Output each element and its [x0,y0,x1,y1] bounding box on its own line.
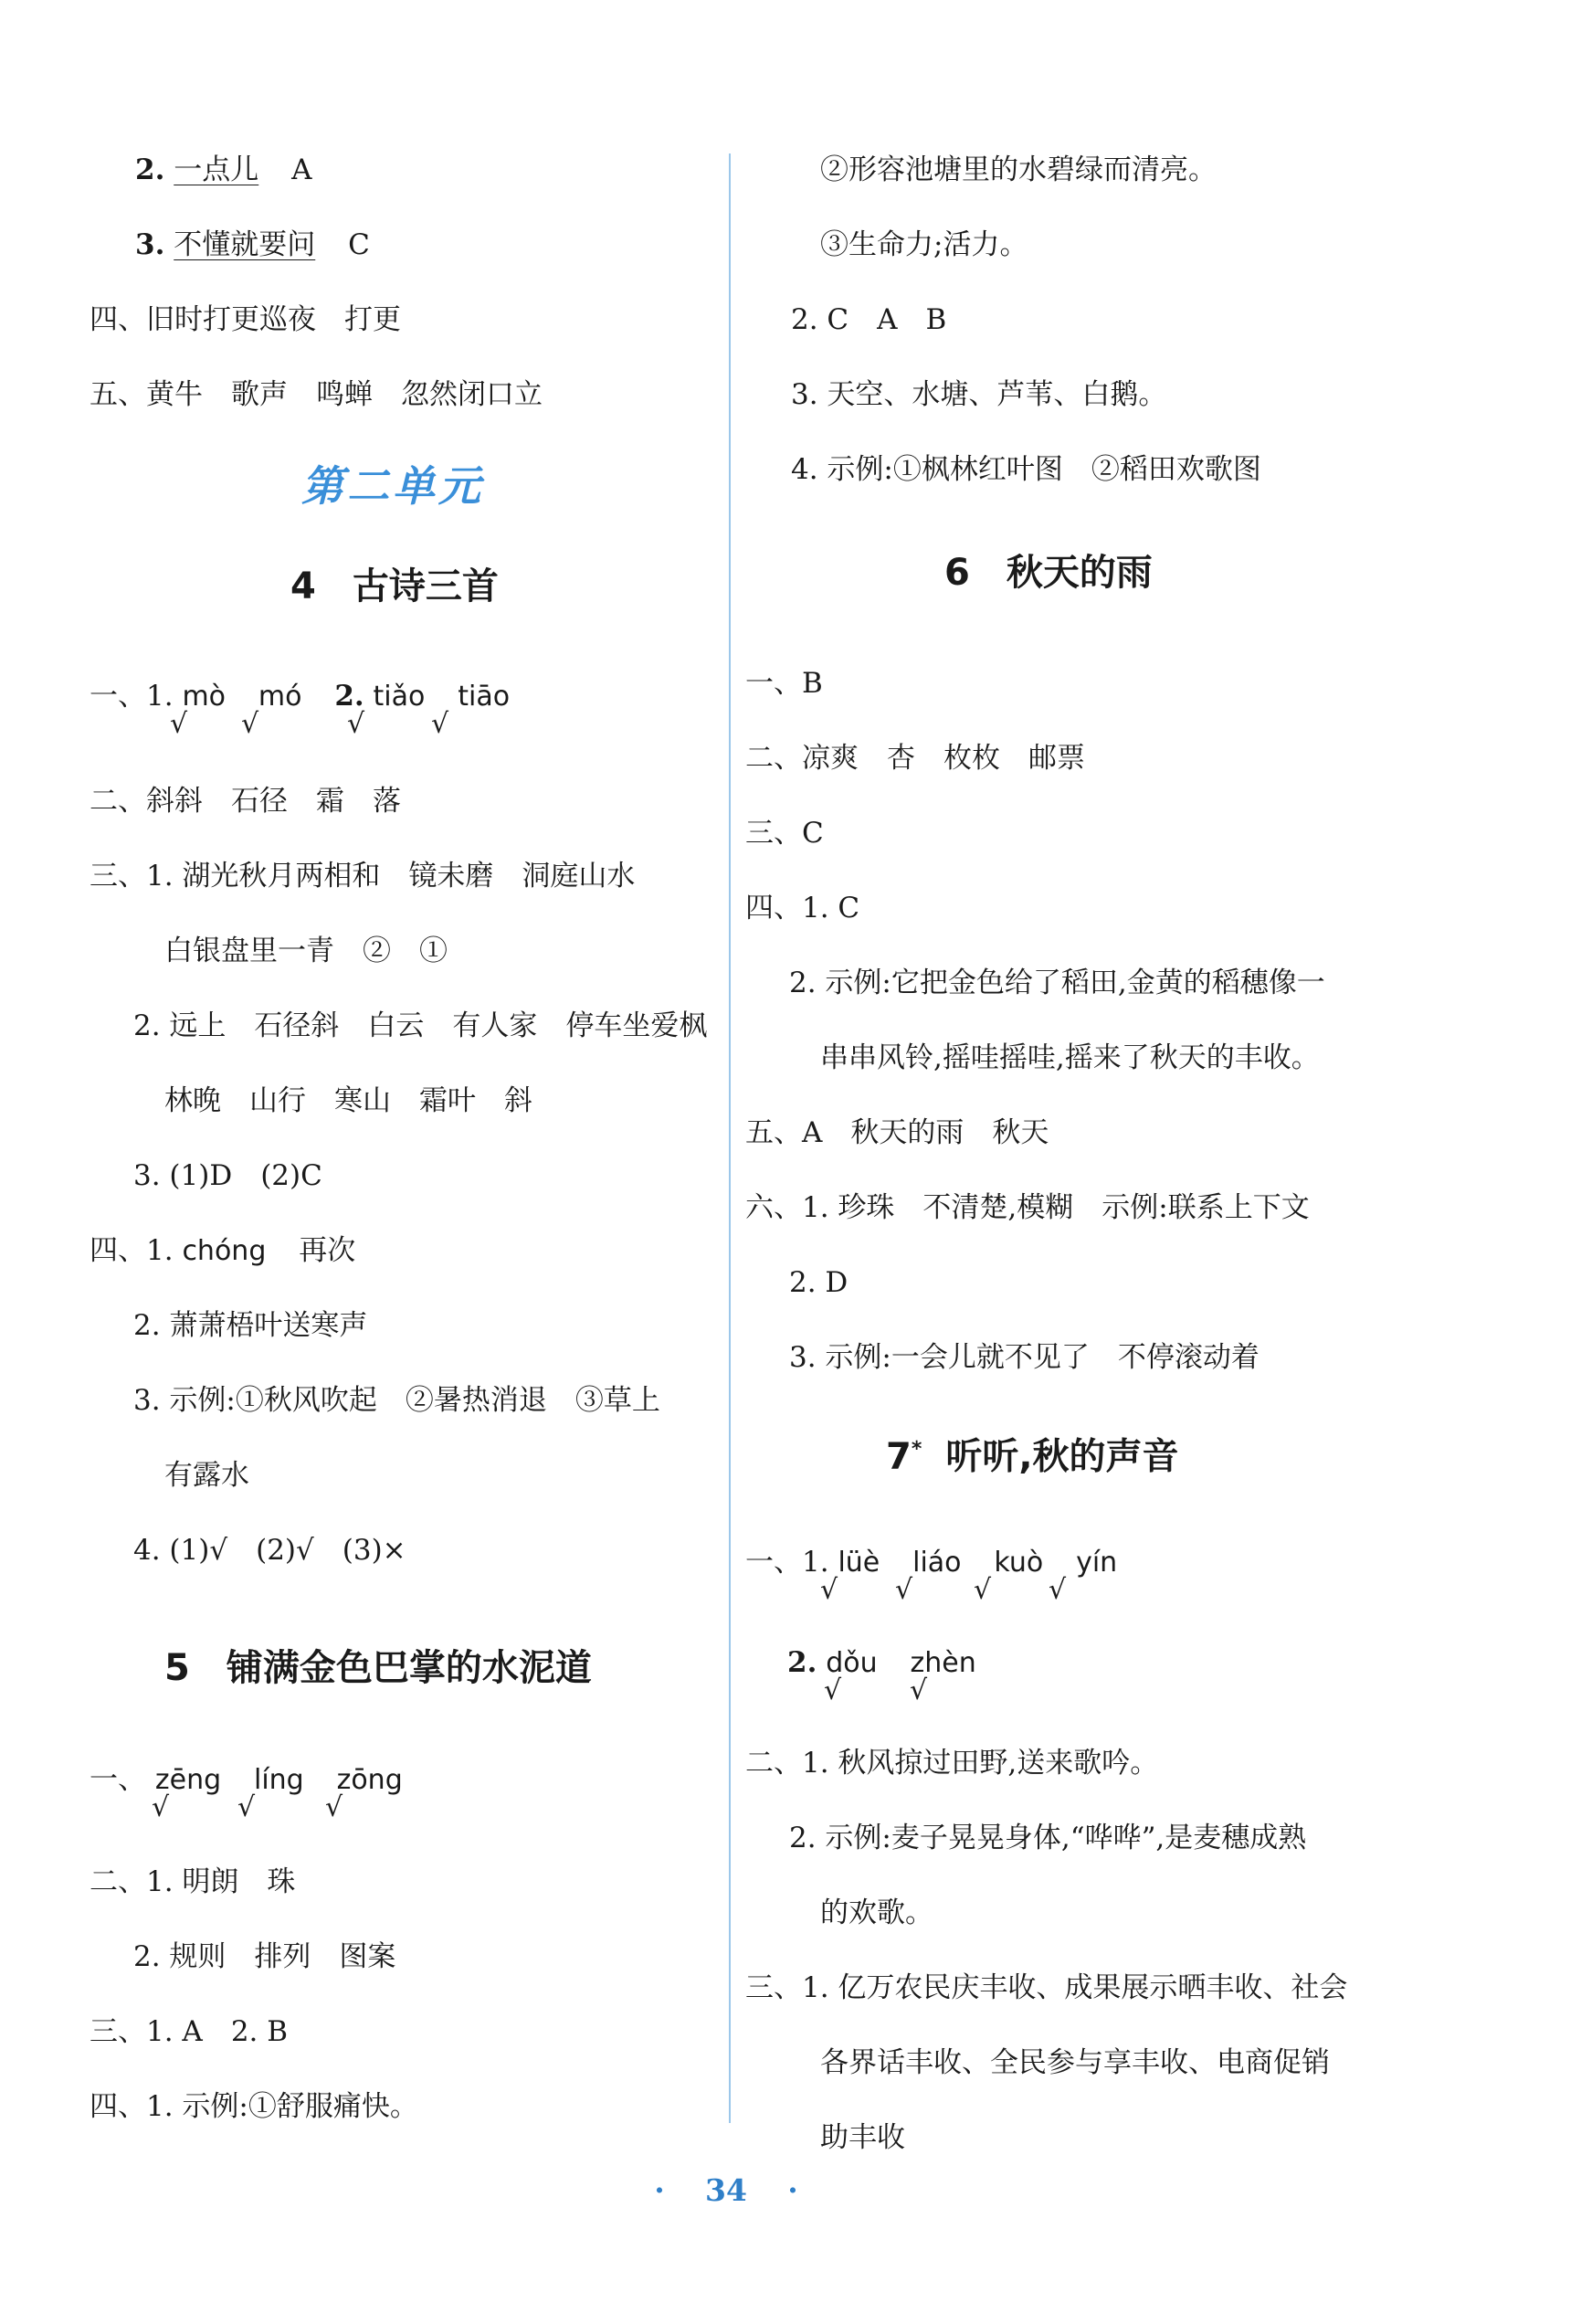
answer-line: 林晚 山行 寒山 霜叶 斜 [164,1084,532,1117]
answer-line: 三、1. 亿万农民庆丰收、成果展示晒丰收、社会 [745,1971,1348,2004]
check-mark-icon: √ [237,1791,256,1823]
question-prefix: 一、1. [90,680,174,713]
lesson-number: 7 [886,1435,912,1478]
pinyin: liáo [912,1547,962,1579]
answer-line: 2. 示例:它把金色给了稻田,金黄的稻穗像一 [789,967,1325,999]
check-mark-icon: √ [325,1791,343,1823]
pinyin: dǒu [826,1647,878,1679]
answer-line: 3. (1)D (2)C [133,1159,322,1192]
answer-line: 二、斜斜 石径 霜 落 [90,785,401,818]
answer-line: 3. 示例:①秋风吹起 ②暑热消退 ③草上 [133,1384,660,1417]
check-mark-icon: √ [1049,1574,1067,1606]
answer-line: 三、1. 湖光秋月两相和 镜未磨 洞庭山水 [90,860,636,893]
page-footer [0,2172,1452,2208]
answer-line: 4. (1)√ (2)√ (3)× [133,1534,406,1567]
answer-line: 四、1. C [745,892,860,924]
answer-line: 有露水 [164,1459,249,1492]
answer-text: 再次 [299,1234,356,1267]
pinyin: tiāo [458,681,511,713]
underlined-answer: 不懂就要问 [174,228,316,261]
item-number: 2. [787,1646,817,1679]
pinyin: líng [253,1764,304,1796]
answer-line [135,227,370,263]
pinyin: mó [258,681,302,713]
answer-line: 3. 示例:一会儿就不见了 不停滚动着 [789,1341,1260,1374]
answer-line: ③生命力;活力。 [820,228,1028,261]
answer-line: 串串风铃,摇哇摇哇,摇来了秋天的丰收。 [820,1041,1320,1074]
answer-line: 的欢歌。 [820,1896,933,1929]
underlined-answer: 一点儿 [174,153,259,186]
item-number: 2. [334,680,364,713]
pinyin: zēng [154,1764,222,1796]
pinyin: tiǎo [373,681,426,713]
answer-line: 六、1. 珍珠 不清楚,模糊 示例:联系上下文 [745,1191,1310,1224]
lesson-title: 5 铺满金色巴掌的水泥道 [164,1647,592,1689]
unit-heading: 第二单元 [301,461,484,511]
pinyin: lüè [838,1547,880,1579]
check-mark-icon: √ [910,1674,928,1706]
pinyin: mò [182,681,227,713]
check-mark-icon: √ [895,1574,913,1606]
pinyin: yín [1076,1547,1118,1579]
column-divider [729,153,731,2123]
answer-line: 三、C [745,817,824,850]
answer-line: 2. 示例:麦子晃晃身体,“哗哗”,是麦穗成熟 [789,1822,1307,1854]
answer-line: 各界话丰收、全民参与享丰收、电商促销 [820,2046,1330,2079]
answer-line: 四、旧时打更巡夜 打更 [90,303,401,336]
lesson-name: 听听,秋的声音 [945,1435,1179,1478]
answer-line: 助丰收 [820,2121,905,2154]
page-number: 34 [705,2172,747,2208]
answer-line [135,152,311,188]
question-prefix: 一、 [90,1763,146,1796]
answer-line: 4. 示例:①枫林红叶图 ②稻田欢歌图 [791,453,1261,486]
check-mark-icon: √ [152,1791,170,1823]
answer-line: 2. 远上 石径斜 白云 有人家 停车坐爱枫 [133,1009,708,1042]
pinyin-answer-line [787,1644,976,1682]
option-letter: A [291,153,312,186]
footer-dot: · [654,2172,665,2208]
lesson-title [886,1427,1179,1479]
question-prefix: 一、1. [745,1546,829,1579]
answer-line: 四、1. 示例:①舒服痛快。 [90,2090,418,2123]
answer-line: 五、A 秋天的雨 秋天 [745,1116,1049,1149]
lesson-title: 4 古诗三首 [290,565,499,607]
answer-line: 五、黄牛 歌声 鸣蝉 忽然闭口立 [90,378,543,411]
check-mark-icon: √ [241,708,259,740]
answer-line: 2. C A B [791,303,947,336]
check-mark-icon: √ [820,1574,838,1606]
answer-line [90,1232,355,1270]
optional-star: * [911,1438,922,1461]
answer-line: 白银盘里一青 ② ① [164,935,448,967]
answer-line: 3. 天空、水塘、芦苇、白鹅。 [791,378,1167,411]
item-number: 3. [135,228,165,261]
answer-line: 二、凉爽 杏 枚枚 邮票 [745,742,1085,775]
pinyin: zōng [336,1764,403,1796]
answer-line: 一、B [745,667,823,700]
answer-line: 2. D [789,1266,848,1299]
answer-line: 2. 规则 排列 图案 [133,1940,396,1973]
pinyin: kuò [994,1547,1044,1579]
answer-line: 二、1. 秋风掠过田野,送来歌吟。 [745,1747,1159,1780]
pinyin: chóng [182,1235,267,1267]
lesson-title: 6 秋天的雨 [944,552,1153,594]
check-mark-icon: √ [170,708,188,740]
question-prefix: 四、1. [90,1234,174,1267]
item-number: 2. [135,153,165,186]
option-letter: C [348,228,370,261]
answer-line: 2. 萧萧梧叶送寒声 [133,1309,368,1342]
answer-line: 三、1. A 2. B [90,2015,289,2048]
check-mark-icon: √ [431,708,449,740]
answer-line: ②形容池塘里的水碧绿而清亮。 [820,153,1217,186]
answer-line: 二、1. 明朗 珠 [90,1865,296,1898]
check-mark-icon: √ [974,1574,992,1606]
check-mark-icon: √ [824,1674,842,1706]
check-mark-icon: √ [347,708,365,740]
footer-dot: · [787,2172,798,2208]
pinyin: zhèn [910,1647,976,1679]
